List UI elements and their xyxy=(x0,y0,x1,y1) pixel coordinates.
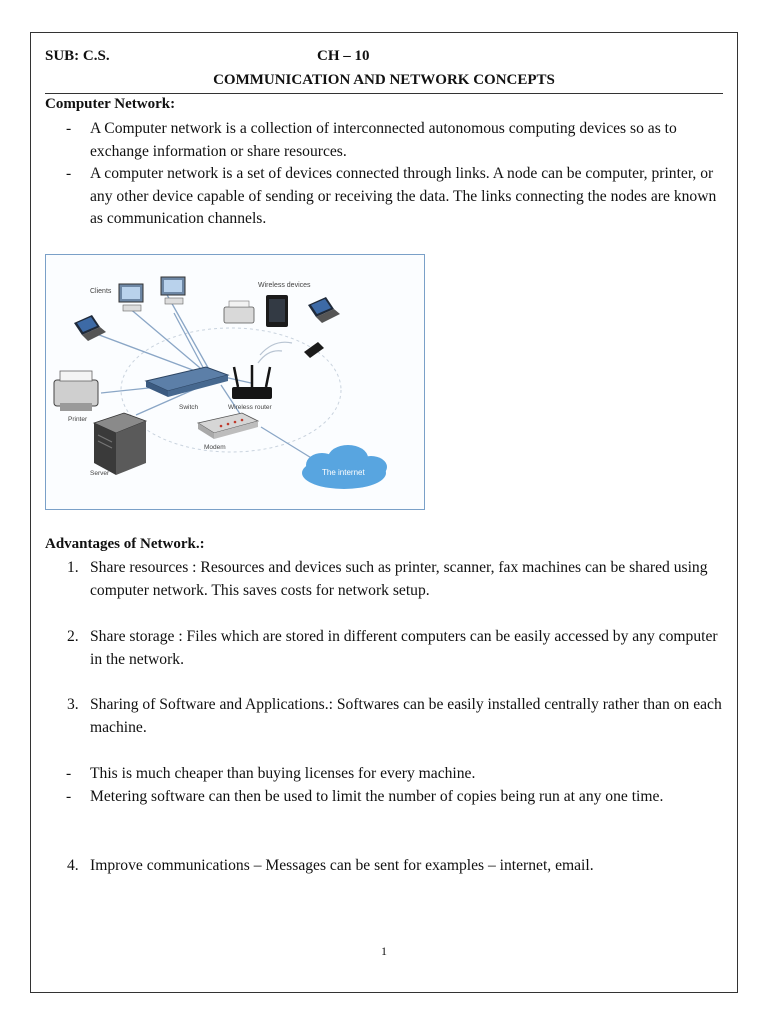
item-number: 4. xyxy=(67,857,79,874)
smartphone-icon xyxy=(304,342,324,358)
internet-cloud-icon xyxy=(302,445,387,489)
list-item xyxy=(45,626,725,671)
advantages-list xyxy=(45,855,725,878)
list-item xyxy=(45,694,725,739)
laptop-icon xyxy=(308,297,340,323)
item-text: Improve communications – Messages can be sent for examples – internet, email. xyxy=(90,857,594,874)
wifi-signal-icon xyxy=(258,342,292,363)
item-number: 2. xyxy=(67,628,79,645)
header-line xyxy=(45,48,723,68)
tablet-icon xyxy=(266,295,288,327)
bullet-text: Metering software can then be used to limit the number of copies being run at any one time. xyxy=(90,787,664,805)
page-number: 1 xyxy=(381,944,387,958)
bullet-text: A computer network is a set of devices connected through links. A node can be computer, printer, or any other device capable of sending or receiving the data. The links connecting the nodes are known as communication channels. xyxy=(90,165,717,227)
network-diagram-art xyxy=(46,255,424,509)
label-internet: The internet xyxy=(322,468,365,477)
item-text: Sharing of Software and Applications.: Softwares can be easily installed centrally rather than on each machine. xyxy=(90,696,722,736)
wireless-router-icon xyxy=(232,365,272,399)
item-text: Share storage : Files which are stored in different computers can be easily accessed by any computer in the network. xyxy=(90,628,718,668)
label-printer: Printer xyxy=(68,416,88,423)
modem-icon xyxy=(198,413,258,439)
subject-label: SUB: C.S. xyxy=(45,48,110,64)
chapter-label: CH – 10 xyxy=(317,48,370,64)
list-item: - Metering software can then be used to limit the number of copies being run at any one time. xyxy=(66,787,664,805)
list-item: - This is much cheaper than buying licenses for every machine. xyxy=(66,765,476,782)
label-wireless-router: Wireless router xyxy=(228,404,272,411)
item-number: 3. xyxy=(67,696,79,713)
list-item: - A computer network is a set of devices connected through links. A node can be computer, printer, or any other device capable of sending or receiving the data. The links connecting the nodes are known as communication channels. xyxy=(66,165,717,227)
desktop-computer-icon xyxy=(161,277,185,304)
advantages-list xyxy=(45,694,725,739)
advantages-list xyxy=(45,626,725,671)
server-icon xyxy=(94,413,146,475)
header-rule xyxy=(45,93,723,94)
network-diagram xyxy=(45,254,425,510)
printer-small-icon xyxy=(224,301,254,323)
laptop-icon xyxy=(74,315,106,341)
advantages-list xyxy=(45,557,725,602)
label-wireless-devices: Wireless devices xyxy=(258,282,311,289)
list-item xyxy=(45,855,725,878)
sharing-notes-list xyxy=(45,763,725,808)
label-clients: Clients xyxy=(90,288,112,295)
bullet-text: A Computer network is a collection of interconnected autonomous computing devices so as to exchange information or share resources. xyxy=(90,120,677,160)
bullet-text: This is much cheaper than buying licenses for every machine. xyxy=(90,765,476,782)
list-item xyxy=(45,557,725,602)
section-heading-advantages: Advantages of Network.: xyxy=(45,536,205,552)
label-switch: Switch xyxy=(179,404,199,411)
desktop-computer-icon xyxy=(119,284,143,311)
list-item: - A Computer network is a collection of interconnected autonomous computing devices so as to exchange information or share resources. xyxy=(66,120,677,160)
item-number: 1. xyxy=(67,559,79,576)
label-modem: Modem xyxy=(204,444,226,451)
label-server: Server xyxy=(90,470,110,477)
chapter-title: COMMUNICATION AND NETWORK CONCEPTS xyxy=(213,72,555,88)
section-heading-computer-network: Computer Network: xyxy=(45,96,176,112)
printer-icon xyxy=(54,371,98,411)
item-text: Share resources : Resources and devices such as printer, scanner, fax machines can be shared using computer network. This saves costs for network setup. xyxy=(90,559,708,599)
definition-list xyxy=(45,118,725,231)
